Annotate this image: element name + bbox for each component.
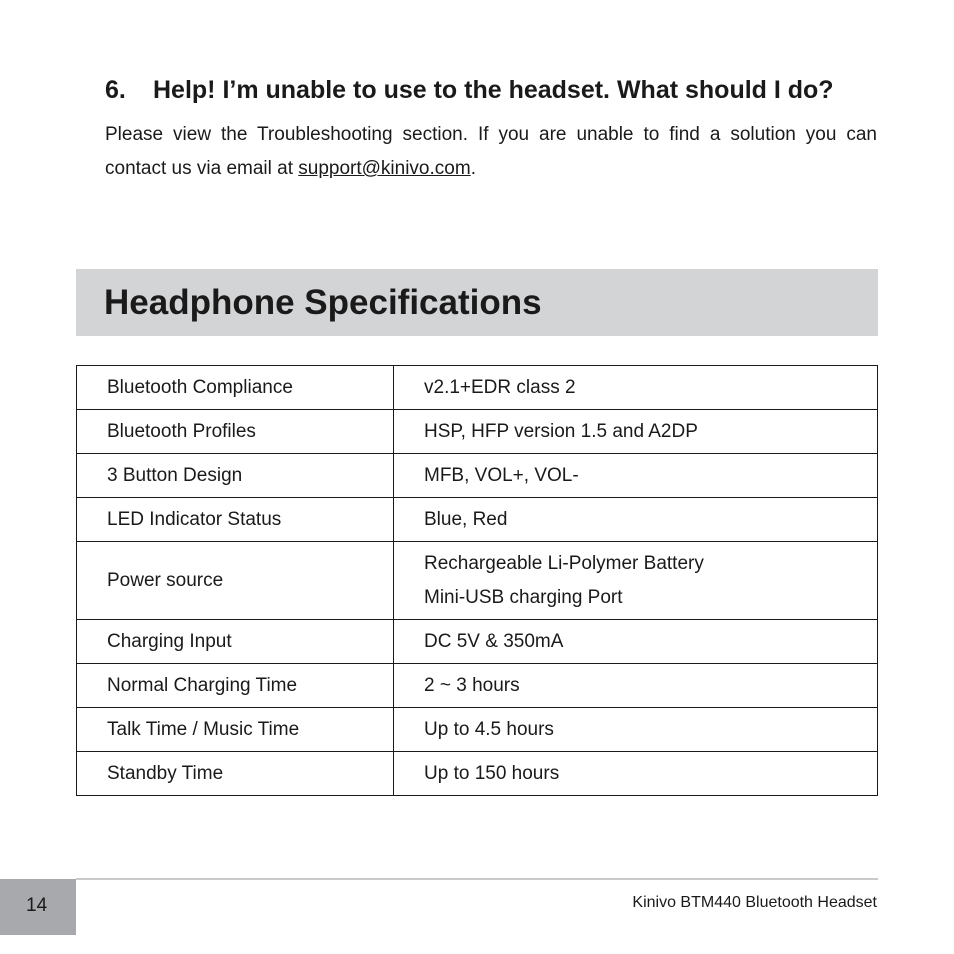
table-row: [77, 410, 878, 454]
support-email-link[interactable]: support@kinivo.com: [298, 158, 471, 179]
faq-question: Help! I’m unable to use to the headset. What should I do?: [153, 76, 834, 104]
spec-label: Standby Time: [77, 752, 394, 796]
table-row: [77, 366, 878, 410]
page-number-tab: [0, 879, 76, 935]
section-title: Headphone Specifications: [104, 283, 542, 322]
spec-value: MFB, VOL+, VOL-: [394, 454, 878, 498]
spec-value: DC 5V & 350mA: [394, 620, 878, 664]
spec-value-multiline: [394, 542, 878, 620]
faq-answer: [105, 118, 877, 186]
spec-label: Charging Input: [77, 620, 394, 664]
faq-number: 6.: [105, 76, 126, 104]
faq-answer-text: Please view the Troubleshooting section. If you are unable to find a solution you can contact us via email at: [105, 124, 877, 179]
section-header-band: [76, 269, 878, 336]
page-number: 14: [26, 895, 48, 916]
spec-label: Bluetooth Profiles: [77, 410, 394, 454]
table-row: [77, 498, 878, 542]
table-row: [77, 620, 878, 664]
faq-heading: [105, 74, 877, 106]
spec-value: 2 ~ 3 hours: [394, 664, 878, 708]
spec-value: v2.1+EDR class 2: [394, 366, 878, 410]
table-row: [77, 708, 878, 752]
footer-product-name: Kinivo BTM440 Bluetooth Headset: [632, 894, 877, 911]
spec-label: Power source: [77, 542, 394, 620]
table-row: [77, 752, 878, 796]
spec-value-line: Rechargeable Li-Polymer Battery: [424, 552, 704, 574]
spec-value-line: Mini-USB charging Port: [424, 586, 623, 608]
specifications-table: [76, 365, 878, 796]
faq-answer-period: .: [470, 158, 476, 179]
spec-value: Blue, Red: [394, 498, 878, 542]
table-row: [77, 542, 878, 620]
table-row: [77, 454, 878, 498]
spec-value: Up to 150 hours: [394, 752, 878, 796]
spec-label: 3 Button Design: [77, 454, 394, 498]
spec-label: LED Indicator Status: [77, 498, 394, 542]
spec-value: Up to 4.5 hours: [394, 708, 878, 752]
spec-label: Normal Charging Time: [77, 664, 394, 708]
spec-value: HSP, HFP version 1.5 and A2DP: [394, 410, 878, 454]
spec-label: Talk Time / Music Time: [77, 708, 394, 752]
table-row: [77, 664, 878, 708]
faq-section: [105, 74, 877, 186]
footer-divider: [76, 878, 878, 880]
spec-label: Bluetooth Compliance: [77, 366, 394, 410]
